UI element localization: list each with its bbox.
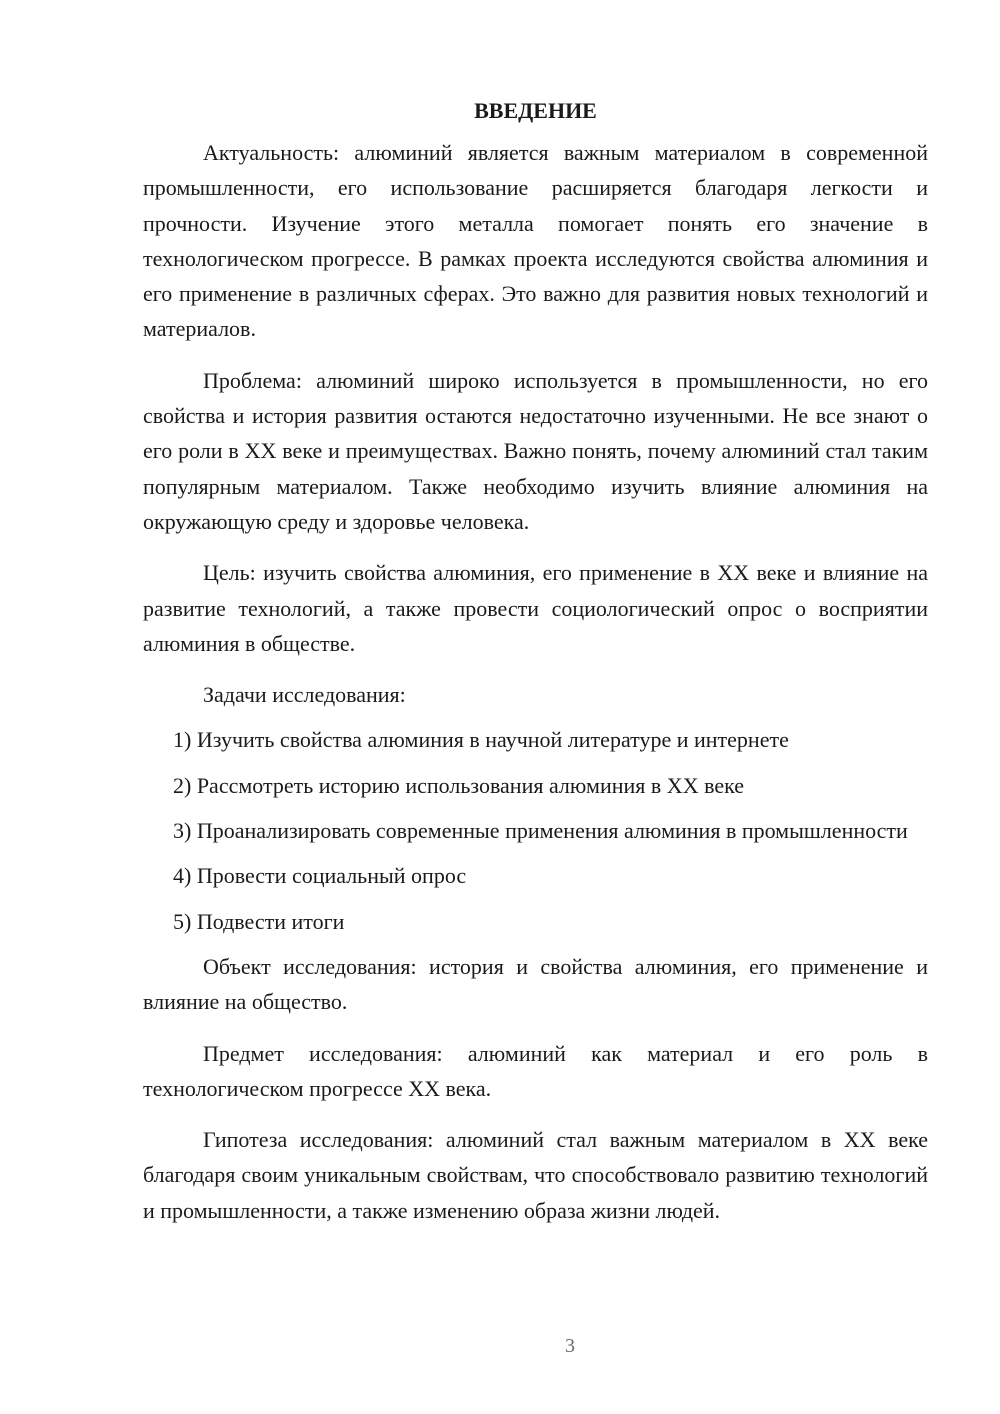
page-number: 3: [565, 1335, 575, 1357]
task-item-1: 1) Изучить свойства алюминия в научной литературе и интернете: [173, 727, 789, 753]
task-item-2: 2) Рассмотреть историю использования алюминия в XX веке: [173, 772, 745, 798]
goal-paragraph: Цель: изучить свойства алюминия, его применение в XX веке и влияние на развитие технологий, а также провести социологический опрос о восприятии алюминия в обществе.: [143, 560, 928, 656]
subject-paragraph: Предмет исследования: алюминий как материал и его роль в технологическом прогрессе XX века.: [143, 1040, 928, 1101]
problem-paragraph: Проблема: алюминий широко используется в промышленности, но его свойства и история развития остаются недостаточно изученными. Не все знают о его роли в XX веке и преимуществах. Важно понять, почему алюминий стал таким популярным материалом. Также необходимо изучить влияние алюминия на окружающую среду и здоровье человека.: [143, 367, 928, 534]
document-body: [143, 93, 928, 1244]
tasks-title: Задачи исследования:: [203, 682, 406, 708]
task-item-4: 4) Провести социальный опрос: [173, 863, 467, 889]
object-paragraph: Объект исследования: история и свойства алюминия, его применение и влияние на общество.: [143, 953, 928, 1015]
section-heading: ВВЕДЕНИЕ: [474, 98, 597, 123]
relevance-paragraph: Актуальность: алюминий является важным материалом в современной промышленности, его использование расширяется благодаря легкости и прочности. Изучение этого металла помогает понять его значение в технологическом прогрессе. В рамках проекта исследуются свойства алюминия и его применение в различных сферах. Это важно для развития новых технологий и материалов.: [143, 140, 928, 342]
hypothesis-paragraph: Гипотеза исследования: алюминий стал важным материалом в XX веке благодаря своим уникальным свойствам, что способствовало развитию технологий и промышленности, а также изменению образа жизни людей.: [143, 1127, 928, 1223]
task-item-3: 3) Проанализировать современные применения алюминия в промышленности: [173, 818, 908, 844]
task-item-5: 5) Подвести итоги: [173, 908, 345, 934]
